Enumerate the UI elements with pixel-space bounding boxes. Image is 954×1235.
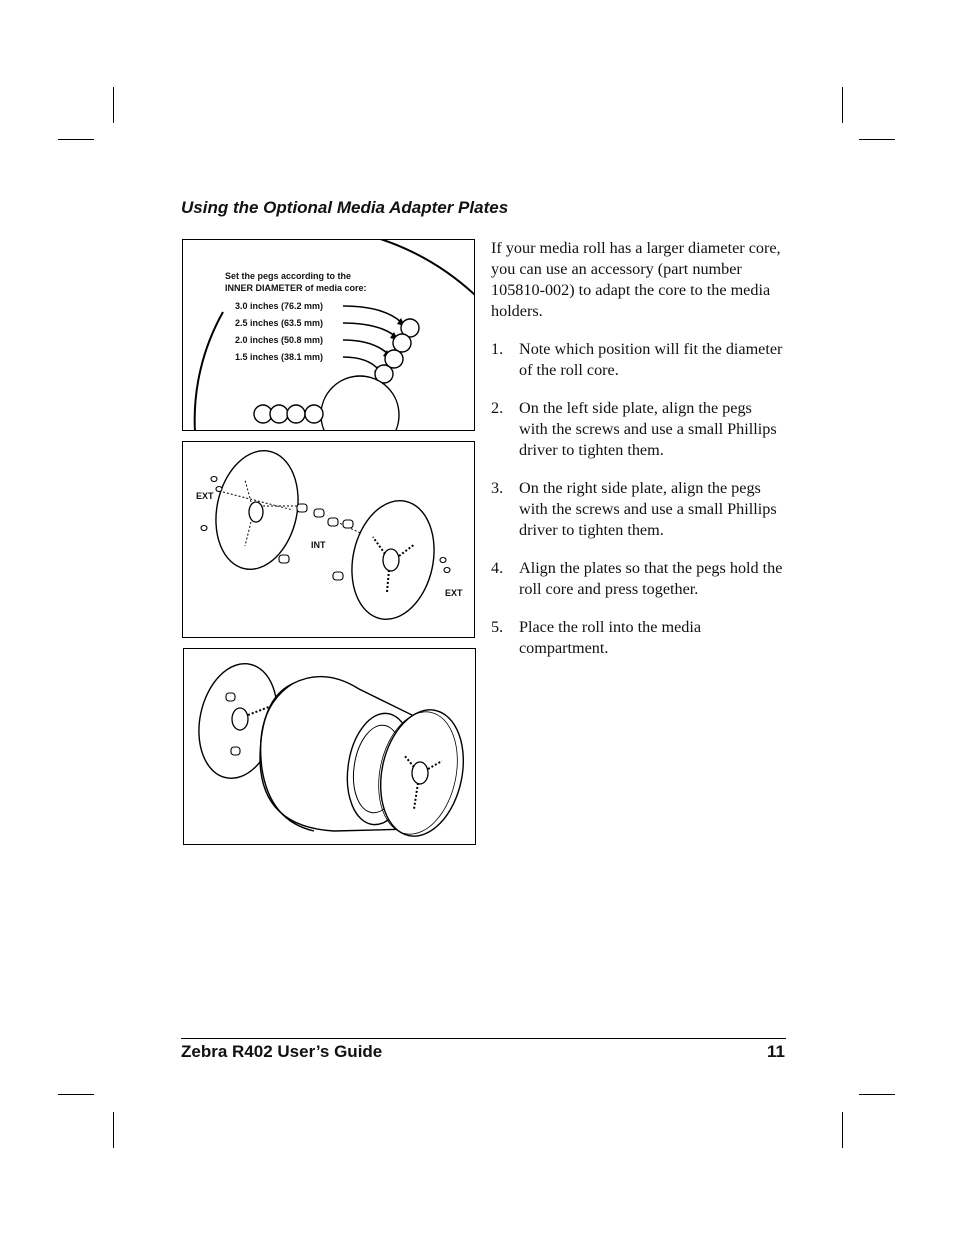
step-text: On the right side plate, align the pegs with the screws and use a small Phillips driver to tighten them. <box>519 479 777 539</box>
crop-mark <box>58 139 94 140</box>
figure-peg-positions <box>182 239 475 431</box>
size-label-2-0: 2.0 inches (50.8 mm) <box>235 335 324 345</box>
footer-title: Zebra R402 User’s Guide <box>181 1042 383 1061</box>
crop-mark <box>842 1112 843 1148</box>
footer-rule <box>181 1038 786 1039</box>
size-label-1-5: 1.5 inches (38.1 mm) <box>235 352 324 362</box>
label-ext-right: EXT <box>445 588 463 598</box>
step-item <box>491 478 783 541</box>
crop-mark <box>113 87 114 123</box>
crop-mark <box>842 87 843 123</box>
figure-roll-with-plates <box>183 648 476 845</box>
page-number: 11 <box>767 1042 785 1061</box>
peg-instruction-line2: INNER DIAMETER of media core: <box>225 283 367 293</box>
step-number: 3. <box>491 479 504 497</box>
step-text: On the left side plate, align the pegs with the screws and use a small Phillips driver to tighten them. <box>519 399 777 459</box>
step-number: 2. <box>491 399 504 417</box>
step-number: 4. <box>491 559 504 577</box>
crop-mark <box>859 1094 895 1095</box>
step-number: 1. <box>491 340 504 358</box>
crop-mark <box>113 1112 114 1148</box>
step-text: Align the plates so that the pegs hold the roll core and press together. <box>519 559 783 598</box>
label-int: INT <box>311 540 326 550</box>
step-text: Note which position will fit the diameter of the roll core. <box>519 340 783 379</box>
crop-mark <box>859 139 895 140</box>
step-number: 5. <box>491 618 504 636</box>
size-label-3-0: 3.0 inches (76.2 mm) <box>235 301 324 311</box>
step-text: Place the roll into the media compartment. <box>519 618 702 657</box>
crop-mark <box>58 1094 94 1095</box>
size-label-2-5: 2.5 inches (63.5 mm) <box>235 318 324 328</box>
label-ext-left: EXT <box>196 491 214 501</box>
step-item <box>491 339 783 381</box>
peg-instruction-line1: Set the pegs according to the <box>225 271 352 281</box>
step-item <box>491 617 783 659</box>
step-item <box>491 398 783 461</box>
section-title: Using the Optional Media Adapter Plates <box>181 198 509 217</box>
figure-plate-assembly <box>182 441 475 638</box>
intro-paragraph: If your media roll has a larger diameter core, you can use an accessory (part number 105810-002) to adapt the core to the media holders. <box>491 239 781 320</box>
steps-list <box>491 339 783 676</box>
step-item <box>491 558 783 600</box>
